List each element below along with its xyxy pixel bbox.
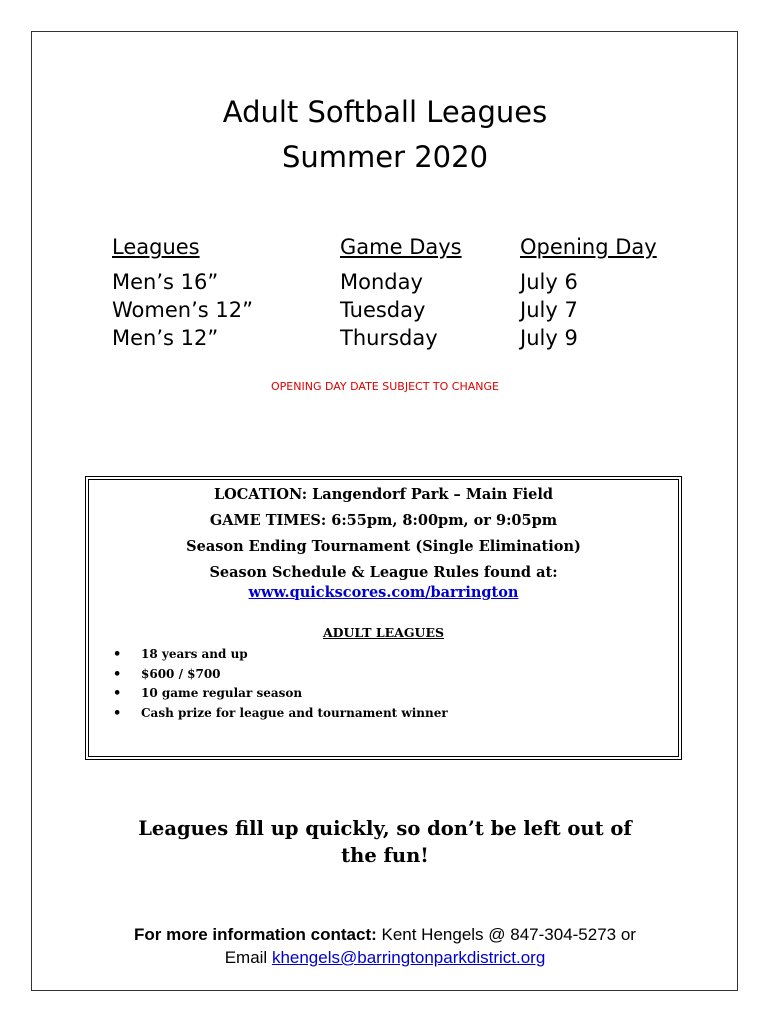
list-item: • Cash prize for league and tournament winner — [107, 704, 448, 724]
location-line: LOCATION: Langendorf Park – Main Field — [213, 486, 554, 503]
email-line — [0, 948, 770, 968]
contact-line — [0, 925, 770, 945]
info-box — [85, 476, 682, 760]
schedule-line: Season Schedule & League Rules found at: — [209, 564, 558, 581]
page-title: Adult Softball Leagues — [222, 95, 548, 129]
game-day-item: Tuesday — [340, 298, 426, 322]
list-item: • 10 game regular season — [107, 684, 448, 704]
adult-leagues-header: ADULT LEAGUES — [322, 625, 444, 640]
opening-day-item: July 6 — [520, 270, 578, 294]
game-day-item: Thursday — [340, 326, 438, 350]
tournament-line: Season Ending Tournament (Single Elimination) — [186, 538, 581, 555]
opening-day-item: July 9 — [520, 326, 578, 350]
list-item: • 18 years and up — [107, 645, 448, 665]
email-prefix: Email — [224, 948, 272, 967]
email-link[interactable]: khengels@barringtonparkdistrict.org — [271, 948, 546, 967]
tagline-continued: the fun! — [341, 844, 429, 867]
tagline: Leagues fill up quickly, so don’t be left out of — [138, 817, 632, 840]
opening-day-column — [520, 235, 657, 352]
list-item: • $600 / $700 — [107, 665, 448, 685]
league-item: Men’s 12” — [112, 326, 219, 350]
page-subtitle: Summer 2020 — [281, 140, 489, 174]
contact-text: Kent Hengels @ 847-304-5273 or — [376, 925, 636, 944]
opening-day-notice: OPENING DAY DATE SUBJECT TO CHANGE — [271, 380, 499, 393]
leagues-header: Leagues — [112, 235, 200, 259]
game-day-item: Monday — [340, 270, 423, 294]
game-days-column — [340, 235, 462, 352]
quickscores-link[interactable]: www.quickscores.com/barrington — [248, 584, 519, 601]
league-item: Men’s 16” — [112, 270, 219, 294]
game-days-header: Game Days — [340, 235, 462, 259]
adult-leagues-list — [107, 645, 448, 723]
league-item: Women’s 12” — [112, 298, 253, 322]
game-times-line: GAME TIMES: 6:55pm, 8:00pm, or 9:05pm — [209, 512, 558, 529]
opening-day-item: July 7 — [520, 298, 578, 322]
leagues-column — [112, 235, 253, 352]
contact-label: For more information contact: — [134, 925, 377, 944]
opening-day-header: Opening Day — [520, 235, 657, 259]
